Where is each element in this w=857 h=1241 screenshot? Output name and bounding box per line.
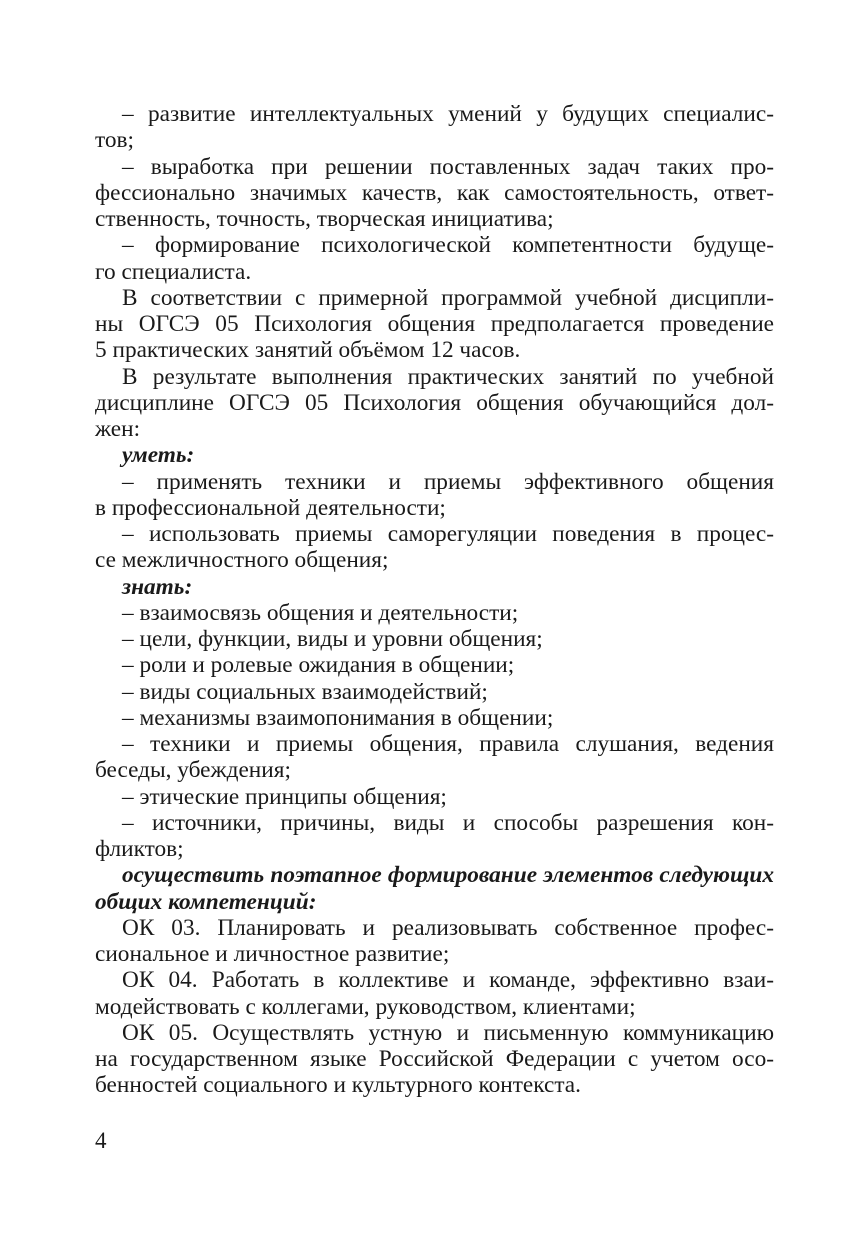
text-line: – виды социальных взаимодействий; (122, 678, 488, 705)
text-line: – техники и приемы общения, правила слушания, ведения (122, 731, 774, 757)
text-line: дисциплине ОГСЭ 05 Психология общения обучающийся дол- (95, 389, 774, 416)
text-line: – цели, функции, виды и уровни общения; (122, 626, 543, 652)
text-line: 5 практических занятий объёмом 12 часов. (95, 337, 521, 364)
section-heading-line: осуществить поэтапное формирование элементов следующих (122, 862, 774, 889)
page-body-text (95, 101, 774, 1099)
text-line: жен: (95, 416, 141, 442)
text-line: – этические принципы общения; (122, 783, 447, 810)
text-line: го специалиста. (95, 258, 252, 285)
text-line: сиональное и личностное развитие; (95, 941, 450, 967)
text-line: модействовать с коллегами, руководством, клиентами; (95, 993, 636, 1020)
text-line: – применять техники и приемы эффективного общения (122, 468, 774, 495)
text-line: ОК 05. Осуществлять устную и письменную коммуникацию (122, 1019, 774, 1046)
text-line: ны ОГСЭ 05 Психология общения предполагается проведение (95, 311, 774, 337)
text-line: фессионально значимых качеств, как самостоятельность, ответ- (95, 179, 774, 206)
text-line: – выработка при решении поставленных задач таких про- (122, 153, 774, 180)
text-line: В соответствии с примерной программой учебной дисципли- (122, 284, 774, 311)
text-line: – использовать приемы саморегуляции поведения в процес- (122, 521, 774, 547)
text-line: на государственном языке Российской Федерации с учетом осо- (95, 1046, 774, 1072)
text-line: – источники, причины, виды и способы разрешения кон- (122, 809, 774, 836)
text-line: – взаимосвязь общения и деятельности; (122, 599, 519, 626)
section-heading-line: общих компетенций: (95, 888, 317, 915)
text-line: – роли и ролевые ожидания в общении; (122, 652, 515, 679)
text-line: ственность, точность, творческая инициатива; (95, 206, 554, 232)
text-line: – механизмы взаимопонимания в общении; (122, 704, 554, 731)
text-line: се межличностного общения; (95, 547, 389, 574)
text-line: В результате выполнения практических занятий по учебной (122, 363, 774, 390)
text-line: беседы, убеждения; (95, 757, 291, 784)
section-heading-line: уметь: (122, 442, 195, 469)
section-heading-line: знать: (122, 573, 193, 600)
text-line: фликтов; (95, 836, 184, 862)
text-line: бенностей социального и культурного контекста. (95, 1072, 581, 1099)
text-line: тов; (95, 127, 134, 154)
text-line: в профессиональной деятельности; (95, 494, 446, 521)
text-line: ОК 03. Планировать и реализовывать собственное профес- (122, 914, 774, 941)
text-line: – развитие интеллектуальных умений у будущих специалис- (122, 101, 774, 127)
text-line: ОК 04. Работать в коллективе и команде, эффективно взаи- (122, 967, 774, 994)
text-line: – формирование психологической компетентности будуще- (122, 232, 774, 259)
page-number: 4 (95, 1128, 107, 1153)
